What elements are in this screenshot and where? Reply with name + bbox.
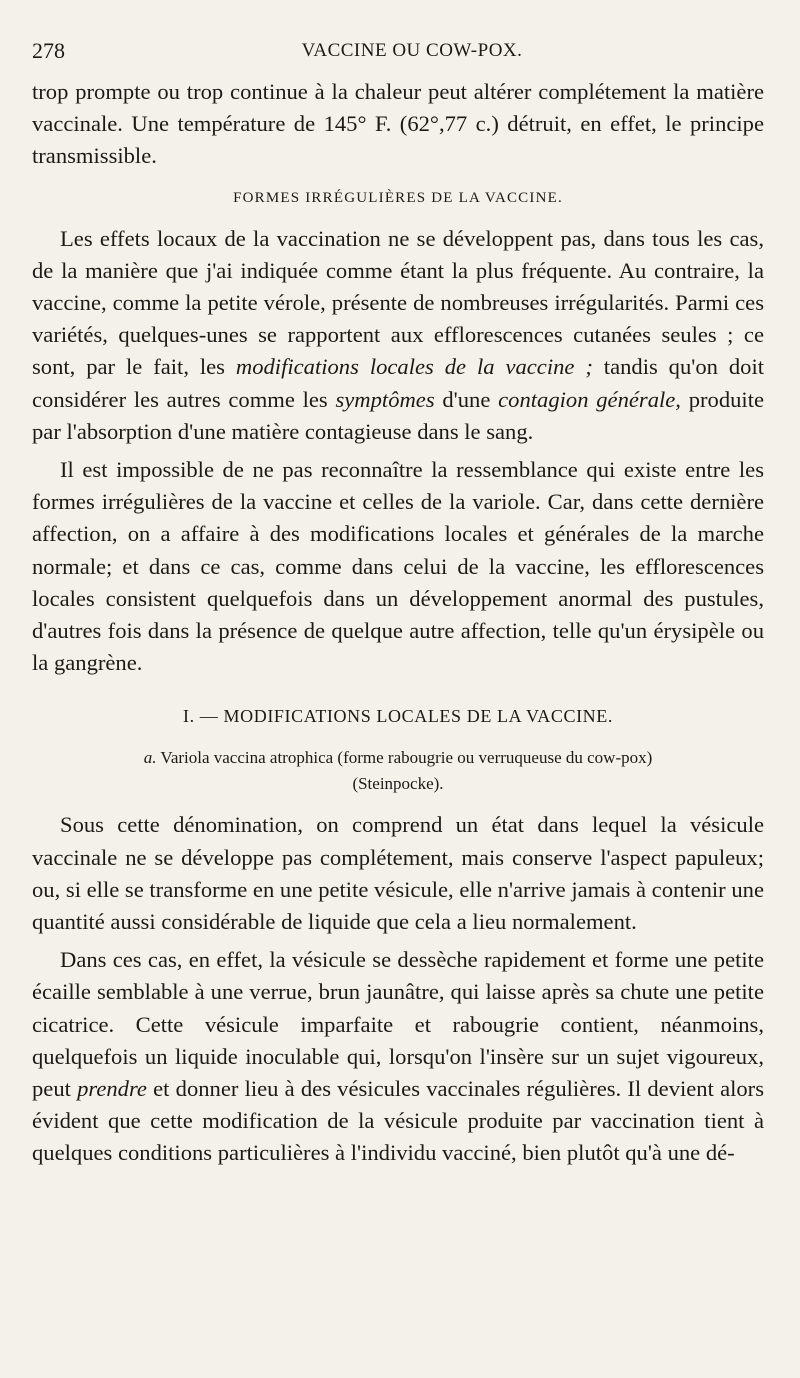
subsection-title-line2: (Steinpocke). — [352, 774, 444, 794]
italic-text: modifications locales de la vaccine ; — [235, 354, 593, 380]
subsection-heading — [32, 745, 764, 797]
italic-text: symptômes — [335, 386, 435, 412]
paragraph-local-effects — [32, 223, 764, 448]
text-run: produite par l'absorption d'une matière contagieuse dans le sang. — [32, 386, 764, 444]
paragraph-cases — [32, 944, 764, 1169]
text-run: Les effets locaux de la vaccination ne se développent pas, dans tous les cas, de la manière que j'ai indiquée comme étant la plus fréquente. Au contraire, la vaccine, comme la petite vérole, présente de nombreuses irrégularités. Parmi ces variétés, quelques-unes se rapportent aux efflorescences cutanées seules ; ce sont, par le fait, les — [32, 225, 764, 380]
italic-text: prendre — [77, 1076, 147, 1102]
section-heading-local-modifications: I. — MODIFICATIONS LOCALES DE LA VACCINE. — [183, 706, 613, 727]
section-heading-irregular-forms: FORMES IRRÉGULIÈRES DE LA VACCINE. — [233, 189, 563, 206]
paragraph-definition: Sous cette dénomination, on comprend un état dans lequel la vésicule vaccinale ne se développe pas complétement, mais conserve l'aspect papuleux; ou, si elle se transforme en une petite vésicule, elle n'arrive jamais à contenir une quantité aussi considérable de liquide que cela a lieu normalement. — [32, 812, 764, 935]
italic-text: contagion générale, — [498, 386, 681, 412]
running-title: VACCINE OU COW-POX. — [301, 40, 523, 61]
subsection-title: Variola vaccina atrophica (forme rabougrie ou verruqueuse du cow-pox) — [160, 748, 653, 768]
paragraph-continued: trop prompte ou trop continue à la chaleur peut altérer complétement la matière vaccinale. Une température de 145° F. (62°,77 c.) détruit, en effet, le principe transmissible. — [32, 79, 764, 169]
text-run: Dans ces cas, en effet, la vésicule se dessèche rapidement et forme une petite écaille semblable à une verrue, brun jaunâtre, qui laisse après sa chute une petite cicatrice. Cette vésicule imparfaite et rabougrie contient, néanmoins, quelquefois un liquide inoculable qui, lorsqu'on l'insère sur un sujet vigoureux, peut — [32, 947, 764, 1102]
paragraph-resemblance: Il est impossible de ne pas reconnaître la ressemblance qui existe entre les formes irrégulières de la vaccine et celles de la variole. Car, dans cette dernière affection, on a affaire à des modifications locales et générales de la marche normale; et dans ce cas, comme dans celui de la vaccine, les efflorescences locales consistent quelquefois dans un développement anormal des pustules, d'autres fois dans la présence de quelque autre affection, telle qu'un érysipèle ou la gangrène. — [32, 457, 764, 676]
text-run: d'une — [434, 386, 499, 412]
page-header — [32, 38, 752, 70]
subsection-label: a. — [143, 748, 157, 768]
page-number: 278 — [32, 38, 65, 63]
text-run: tandis qu'on doit considérer les autres comme les — [32, 354, 764, 412]
text-run: et donner lieu à des vésicules vaccinales régulières. Il devient alors évident que cette modification de la vésicule produite par vaccination tient à quelques conditions particulières à l'individu vacciné, bien plutôt qu'à une dé- — [32, 1076, 764, 1166]
page-body — [32, 76, 764, 1170]
